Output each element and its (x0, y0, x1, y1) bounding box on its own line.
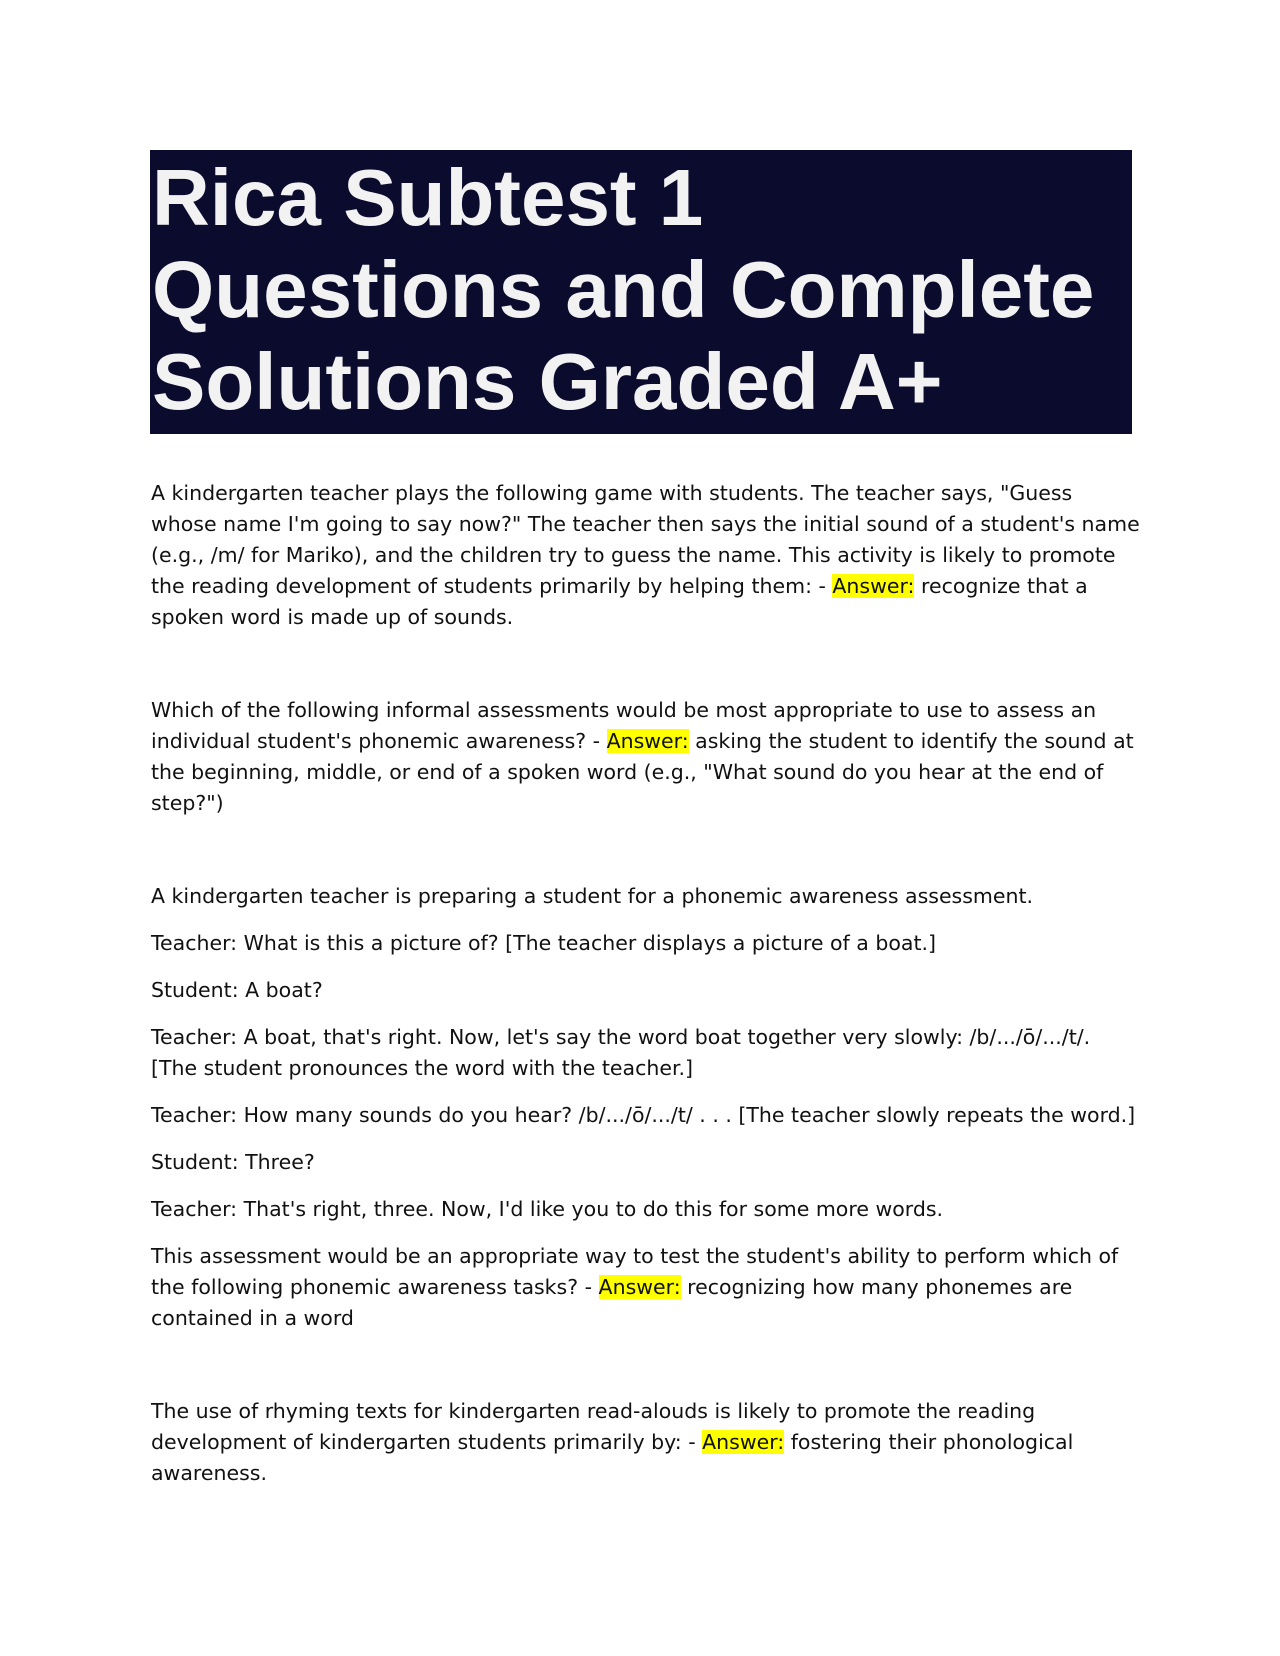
question-prompt: Which of the following informal assessments would be most appropriate to use to assess an individual student's phonemic awareness? - (151, 698, 1097, 753)
question-block (151, 881, 1141, 1334)
dialogue-line: Teacher: That's right, three. Now, I'd like you to do this for some more words. (151, 1197, 944, 1221)
question-paragraph (151, 478, 1141, 633)
title-banner (150, 150, 1132, 434)
dialogue-line: Student: A boat? (151, 978, 323, 1002)
document-title: Rica Subtest 1 Questions and Complete Solutions Graded A+ (152, 153, 1095, 426)
answer-label: Answer: (598, 1275, 681, 1299)
answer-text: asking the student to identify the sound at the beginning, middle, or end of a spoken word (e.g., "What sound do you hear at the end of step?") (151, 729, 1134, 815)
question-prompt: This assessment would be an appropriate way to test the student's ability to perform which of the following phonemic awareness tasks? - (151, 1244, 1119, 1299)
question-block (151, 478, 1141, 633)
question-paragraph (151, 1241, 1141, 1334)
dialogue-line: Teacher: A boat, that's right. Now, let's say the word boat together very slowly: /b/.../ō/.../t/. [The student pronounces the word with the teacher.] (151, 1025, 1091, 1080)
answer-text: fostering their phonological awareness. (151, 1430, 1074, 1485)
question-prompt: A kindergarten teacher plays the following game with students. The teacher says, "Guess whose name I'm going to say now?" The teacher then says the initial sound of a student's name (e.g., /m/ for Mariko), and the children try to guess the name. This activity is likely to promote the reading development of students primarily by helping them: - (151, 481, 1140, 598)
question-prompt: The use of rhyming texts for kindergarten read-alouds is likely to promote the reading development of kindergarten students primarily by: - (151, 1399, 1036, 1454)
document-body (151, 478, 1141, 1505)
question-block (151, 1396, 1141, 1489)
answer-label: Answer: (702, 1430, 785, 1454)
answer-label: Answer: (832, 574, 915, 598)
dialogue-line: Teacher: How many sounds do you hear? /b/.../ō/.../t/ . . . [The teacher slowly repeats the word.] (151, 1103, 1136, 1127)
question-paragraph (151, 1396, 1141, 1489)
answer-text: recognizing how many phonemes are contained in a word (151, 1275, 1073, 1330)
question-paragraph (151, 695, 1141, 819)
answer-label: Answer: (606, 729, 689, 753)
dialogue-line: Teacher: What is this a picture of? [The teacher displays a picture of a boat.] (151, 931, 937, 955)
answer-text: recognize that a spoken word is made up of sounds. (151, 574, 1088, 629)
dialogue-line: A kindergarten teacher is preparing a student for a phonemic awareness assessment. (151, 884, 1034, 908)
dialogue-line: Student: Three? (151, 1150, 315, 1174)
question-block (151, 695, 1141, 819)
